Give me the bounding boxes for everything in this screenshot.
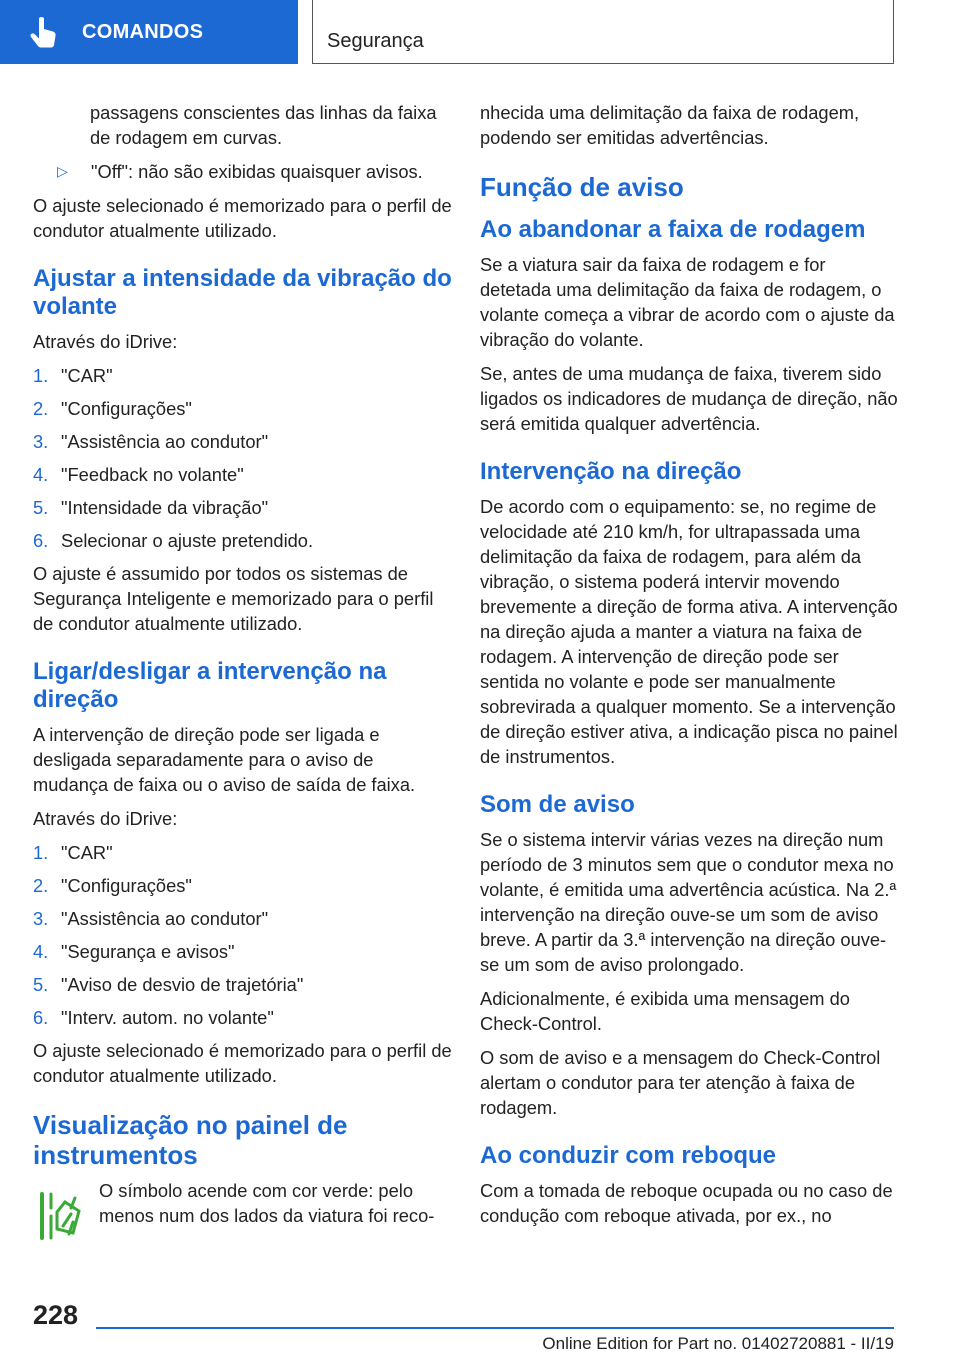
list-item — [33, 873, 453, 898]
list-item — [57, 159, 453, 184]
paragraph: O ajuste é assumido por todos os sistemas de Segurança Inteligente e memorizado para o perfil de condutor atualmente utilizado. — [33, 563, 434, 634]
steps-list-intervention — [33, 840, 453, 1030]
paragraph: De acordo com o equipamento: se, no regime de velocidade até 210 km/h, for ultrapassada uma delimitação da faixa de rodagem, para além da vibração, o sistema poderá intervir movendo brevemente a direção de forma ativa. A intervenção na direção ajuda a manter a viatura na faixa de rodagem. A intervenção de direção pode ser sentida no volante e pode ser manualmente sobrevirada a qualquer momento. Se a intervenção de direção estiver ativa, a indicação pisca no painel de instrumentos. — [480, 496, 898, 767]
list-item — [33, 495, 453, 520]
step-number: 1. — [33, 842, 49, 863]
list-item — [33, 906, 453, 931]
triangle-bullet-icon: ▷ — [57, 163, 68, 179]
symbol-text: O símbolo acende com cor verde: pelo menos num dos lados da viatura foi reco- — [99, 1180, 435, 1226]
step-number: 5. — [33, 497, 49, 518]
symbol-description — [33, 1178, 453, 1248]
paragraph: O ajuste selecionado é memorizado para o perfil de condutor atualmente utilizado. — [33, 1040, 452, 1086]
section-title: COMANDOS — [82, 20, 204, 43]
list-item — [33, 840, 453, 865]
step-text: "Aviso de desvio de trajetória" — [61, 974, 304, 995]
step-text: "Segurança e avisos" — [61, 941, 235, 962]
pointing-hand-icon — [26, 14, 62, 50]
heading-warning-function: Função de aviso — [480, 172, 684, 202]
heading-intervention-toggle: Ligar/desligar a intervenção na direção — [33, 658, 387, 713]
heading-display: Visualização no painel de instrumentos — [33, 1110, 348, 1170]
list-item — [33, 462, 453, 487]
step-text: Selecionar o ajuste pretendido. — [61, 530, 314, 551]
steps-list-vibration — [33, 363, 453, 553]
step-number: 4. — [33, 941, 49, 962]
heading-warning-sound: Som de aviso — [480, 791, 635, 818]
paragraph: Através do iDrive: — [33, 808, 178, 829]
step-text: "Configurações" — [61, 875, 192, 896]
step-text: "Interv. autom. no volante" — [61, 1007, 274, 1028]
bullet-text: "Off": não são exibidas quaisquer avisos. — [91, 161, 423, 182]
step-number: 1. — [33, 365, 49, 386]
list-item — [33, 939, 453, 964]
step-number: 2. — [33, 875, 49, 896]
paragraph: nhecida uma delimitação da faixa de rodagem, podendo ser emitidas advertências. — [480, 102, 860, 148]
step-number: 2. — [33, 398, 49, 419]
list-item — [33, 528, 453, 553]
paragraph: Através do iDrive: — [33, 331, 178, 352]
heading-trailer: Ao conduzir com reboque — [480, 1142, 777, 1169]
breadcrumb — [312, 0, 894, 64]
step-text: "Intensidade da vibração" — [61, 497, 269, 518]
step-text: "Assistência ao condutor" — [61, 431, 269, 452]
step-number: 5. — [33, 974, 49, 995]
step-text: "Assistência ao condutor" — [61, 908, 269, 929]
list-item — [33, 1005, 453, 1030]
step-number: 3. — [33, 908, 49, 929]
step-number: 3. — [33, 431, 49, 452]
step-text: "CAR" — [61, 842, 113, 863]
right-column — [480, 100, 898, 1237]
paragraph: O ajuste selecionado é memorizado para o perfil de condutor atualmente utilizado. — [33, 195, 452, 241]
step-text: "Feedback no volante" — [61, 464, 244, 485]
page-number: 228 — [33, 1300, 79, 1330]
paragraph: A intervenção de direção pode ser ligada e desligada separadamente para o aviso de mudança de faixa ou o aviso de saída de faixa. — [33, 724, 416, 795]
intro-paragraph: passagens conscientes das linhas da faixa de rodagem em curvas. — [90, 102, 437, 148]
paragraph: Se o sistema intervir várias vezes na direção num período de 3 minutos sem que o condutor mexa no volante, é emitida uma advertência acústica. Na 2.ª intervenção na direção ouve-se um som de aviso breve. A partir da 3.ª intervenção na direção ouve-se um som de aviso prolongado. — [480, 829, 897, 975]
step-number: 6. — [33, 530, 49, 551]
paragraph: Se a viatura sair da faixa de rodagem e for detetada uma delimitação da faixa de rodagem, o volante começa a vibrar de acordo com o ajuste da vibração do volante. — [480, 254, 895, 350]
edition-note: Online Edition for Part no. 01402720881 - II/19 — [542, 1334, 894, 1353]
subsection-title: Segurança — [327, 30, 424, 52]
lane-departure-icon — [33, 1178, 99, 1248]
heading-leaving-lane: Ao abandonar a faixa de rodagem — [480, 216, 866, 243]
step-number: 4. — [33, 464, 49, 485]
paragraph: Adicionalmente, é exibida uma mensagem do Check-Control. — [480, 988, 850, 1034]
list-item — [33, 972, 453, 997]
paragraph: Se, antes de uma mudança de faixa, tiverem sido ligados os indicadores de mudança de direção, não será emitida qualquer advertência. — [480, 363, 898, 434]
section-tab[interactable] — [0, 0, 298, 64]
list-item — [33, 429, 453, 454]
paragraph: O som de aviso e a mensagem do Check-Control alertam o condutor para ter atenção à faixa de rodagem. — [480, 1047, 881, 1118]
list-item — [33, 363, 453, 388]
list-item — [33, 396, 453, 421]
heading-vibration: Ajustar a intensidade da vibração do volante — [33, 265, 452, 320]
heading-steering-intervention: Intervenção na direção — [480, 458, 742, 485]
left-column — [33, 100, 453, 1248]
paragraph: Com a tomada de reboque ocupada ou no caso de condução com reboque ativada, por ex., no — [480, 1180, 893, 1226]
step-number: 6. — [33, 1007, 49, 1028]
footer-divider — [96, 1327, 894, 1329]
step-text: "CAR" — [61, 365, 113, 386]
step-text: "Configurações" — [61, 398, 192, 419]
